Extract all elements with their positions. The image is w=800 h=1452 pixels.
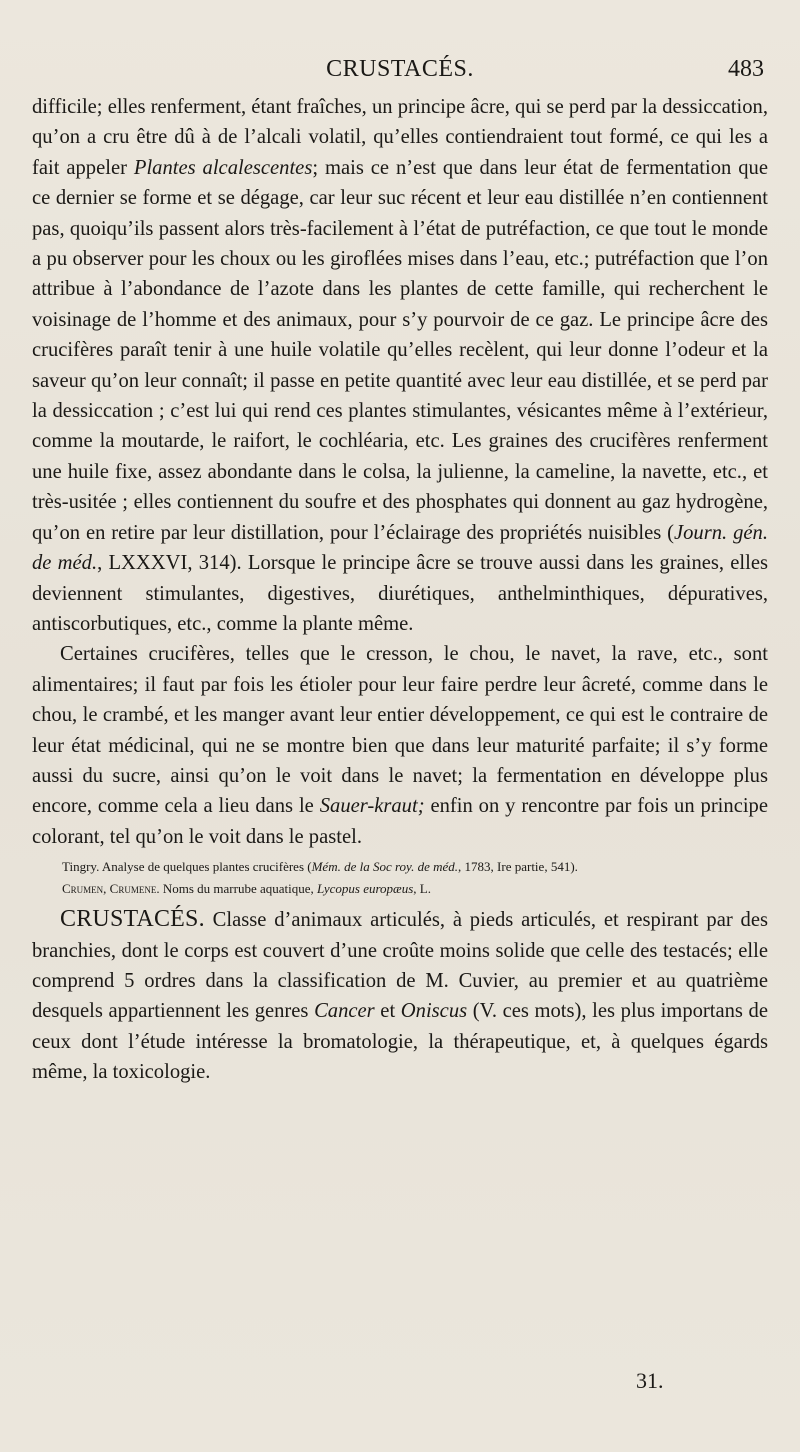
page-number: 483 <box>728 56 764 82</box>
note1-text-2: , 1783, Ire partie, 541). <box>458 859 578 875</box>
paragraph-cruciferes-alimentaires <box>32 639 768 852</box>
paragraph-cruciferes-properties <box>32 92 768 639</box>
page-header <box>32 56 768 90</box>
bibliography-notes <box>32 856 768 900</box>
body-text <box>32 92 768 1088</box>
entry-text-1: Classe d’animaux articulés, à pieds articulés, et respirant par des branchies, dont le corps est couvert d’une croûte moins solide que celle des testacés; elle comprend 5 ordres dans la classification de M. Cuvier, au premier et au quatrième desquels appartiennent les genres <box>32 909 768 1023</box>
para2-text-2: enfin on y rencontre par fois un principe colorant, tel qu’on le voit dans le pastel. <box>32 795 768 848</box>
para1-text-2: ; mais ce n’est que dans leur état de fermentation que ce dernier se forme et se dégage, car leur suc récent et leur eau distillée n’en contiennent pas, quoiqu’ils passent alors très-facilement à l’état de putréfaction, ce que tout le monde a pu observer pour les choux ou les giroflées mises dans l’eau, etc.; putréfaction que l’on attribue à l’abondance de l’azote dans les plantes de cette famille, qui recherchent le voisinage de l’homme et des animaux, pour s’y pourvoir de ce gaz. Le principe âcre des crucifères paraît tenir à une huile volatile qu’elles recèlent, qui leur donne l’odeur et la saveur qu’on leur connaît; il passe en petite quantité avec leur eau distillée, et se perd par la dessiccation ; c’est lui qui rend ces plantes stimulantes, vésicantes même à l’extérieur, comme la moutarde, le raifort, le cochléaria, etc. Les graines des crucifères renferment une huile fixe, assez abondante dans le colsa, la julienne, la cameline, la navette, etc., et très-usitée ; elles contiennent du soufre et des phosphates qui donnent au gaz hydrogène, qu’on en retire par leur distillation, pour l’éclairage des propriétés nuisibles ( <box>32 156 768 544</box>
para2-text-1: Certaines crucifères, telles que le cresson, le chou, le navet, la rave, etc., sont alimentaires; il faut par fois les étioler pour leur faire perdre leur âcreté, comme dans le chou, le crambé, et les manger avant leur entier développement, ce qui est le contraire de leur état médicinal, qui ne se montre bien que dans leur maturité parfaite; il s’y forme aussi du sucre, ainsi qu’on le voit dans le navet; la fermentation en développe plus encore, comme cela a lieu dans le <box>32 643 768 818</box>
note-tingry <box>62 856 768 878</box>
signature-mark: 31. <box>636 1368 664 1393</box>
note-crumen <box>62 878 768 900</box>
note2-headword: Crumen, Crumene. <box>62 881 160 897</box>
entry-italic-cancer: Cancer <box>314 1000 375 1023</box>
para2-italic-sauerkraut: Sauer-kraut; <box>319 795 425 818</box>
note1-text-1: Tingry. Analyse de quelques plantes crucifères ( <box>62 859 312 875</box>
note1-italic-memoires: Mém. de la Soc roy. de méd. <box>311 859 459 875</box>
entry-headword: CRUSTACÉS. <box>60 906 205 933</box>
entry-text-2: et <box>374 1000 401 1023</box>
para1-italic-journal: Journ. gén. de méd. <box>32 521 768 575</box>
para1-italic-plantes: Plantes alcalescentes <box>133 156 313 179</box>
note2-text-3: , L. <box>413 881 431 897</box>
para1-text-3: , LXXXVI, 314). Lorsque le principe âcre se trouve aussi dans les graines, elles deviennent stimulantes, digestives, diurétiques, anthelminthiques, dépuratives, antiscorbutiques, etc., comme la plante même. <box>32 552 768 635</box>
entry-crustaces <box>32 904 768 1087</box>
running-head: CRUSTACÉS. <box>326 56 474 82</box>
note2-text-2: Noms du marrube aquatique, <box>159 881 317 897</box>
entry-italic-oniscus: Oniscus <box>400 1000 468 1023</box>
para1-text-1: difficile; elles renferment, étant fraîches, un principe âcre, qui se perd par la dessiccation, qu’on a cru être dû à de l’alcali volatil, qu’elles contiendraient tout formé, ce qui les a fait appeler <box>32 96 768 179</box>
note2-italic-lycopus: Lycopus europæus <box>317 881 414 897</box>
entry-text-3: (V. ces mots), les plus importans de ceux dont l’étude intéresse la bromatologie, la thérapeutique, et, à quelques égards même, la toxicologie. <box>32 1000 768 1084</box>
